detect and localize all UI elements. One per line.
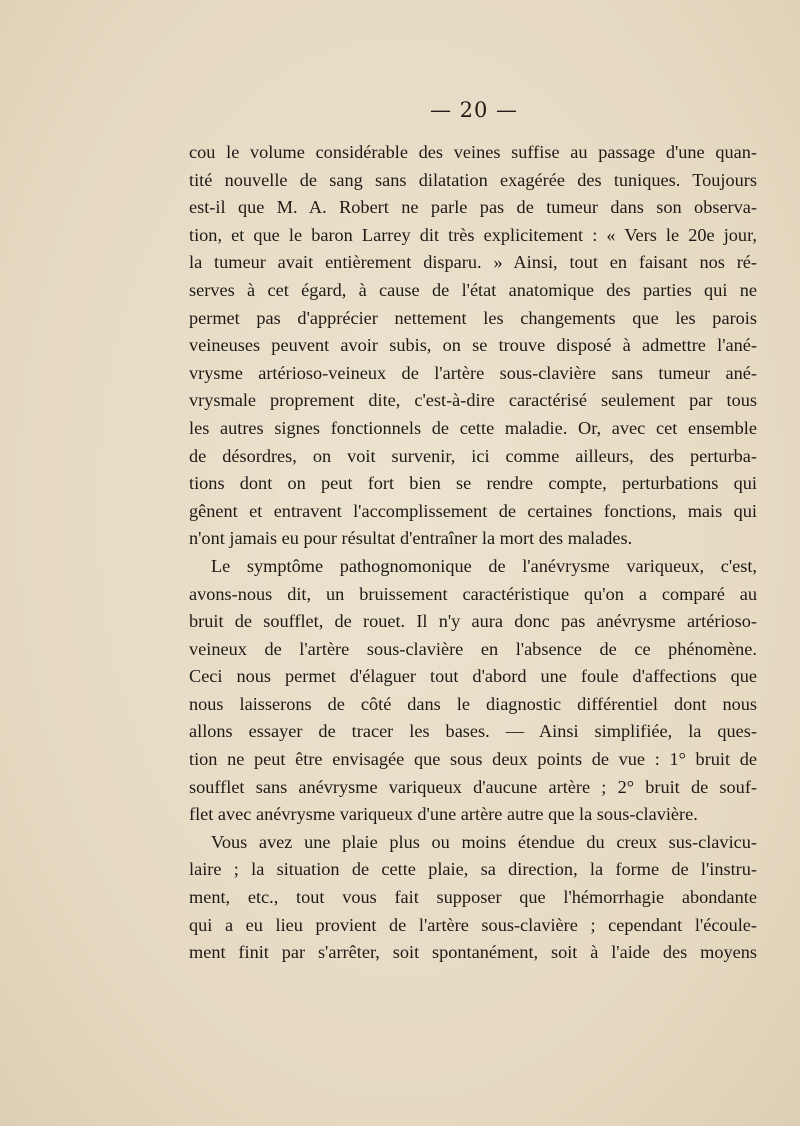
text-line: tion, et que le baron Larrey dit très explicitement : « Vers le 20e jour,: [189, 224, 757, 245]
page-number: — 20 —: [429, 98, 519, 122]
text-line: allons essayer de tracer les bases. — Ainsi simplifiée, la ques-: [189, 721, 757, 742]
text-line: permet pas d'apprécier nettement les changements que les parois: [189, 307, 757, 328]
text-line: qui a eu lieu provient de l'artère sous-clavière ; cependant l'écoule-: [189, 914, 757, 935]
text-line: serves à cet égard, à cause de l'état anatomique des parties qui ne: [189, 279, 757, 300]
text-line: ment finit par s'arrêter, soit spontanément, soit à l'aide des moyens: [189, 942, 757, 963]
text-line: Ceci nous permet d'élaguer tout d'abord une foule d'affections que: [189, 666, 757, 687]
text-line: tité nouvelle de sang sans dilatation exagérée des tuniques. Toujours: [189, 169, 757, 190]
text-line: veineux de l'artère sous-clavière en l'absence de ce phénomène.: [189, 638, 757, 659]
text-line: veineuses peuvent avoir subis, on se trouve disposé à admettre l'ané-: [189, 335, 757, 356]
text-line: les autres signes fonctionnels de cette maladie. Or, avec cet ensemble: [189, 417, 757, 438]
text-line: bruit de soufflet, de rouet. Il n'y aura donc pas anévrysme artérioso-: [189, 611, 757, 632]
body-text: [189, 139, 757, 967]
text-line: gênent et entravent l'accomplissement de certaines fonctions, mais qui: [189, 500, 757, 521]
text-line: cou le volume considérable des veines suffise au passage d'une quan-: [189, 142, 757, 162]
text-line: avons-nous dit, un bruissement caractéristique qu'on a comparé au: [189, 583, 757, 604]
text-line: de désordres, on voit survenir, ici comme ailleurs, des perturba-: [189, 445, 757, 466]
text-line: vrysmale proprement dite, c'est-à-dire caractérisé seulement par tous: [189, 390, 757, 411]
text-line: tion ne peut être envisagée que sous deux points de vue : 1° bruit de: [189, 749, 757, 770]
text-line: flet avec anévrysme variqueux d'une artère autre que la sous-clavière.: [189, 804, 698, 825]
text-line: Vous avez une plaie plus ou moins étendue du creux sus-clavicu-: [211, 831, 757, 852]
text-line: nous laisserons de côté dans le diagnostic différentiel dont nous: [189, 693, 757, 714]
text-line: vrysme artérioso-veineux de l'artère sous-clavière sans tumeur ané-: [189, 362, 757, 383]
text-line: laire ; la situation de cette plaie, sa direction, la forme de l'instru-: [189, 859, 757, 880]
text-line: ment, etc., tout vous fait supposer que l'hémorrhagie abondante: [189, 887, 757, 908]
text-line: tions dont on peut fort bien se rendre compte, perturbations qui: [189, 473, 757, 494]
text-line: Le symptôme pathognomonique de l'anévrysme variqueux, c'est,: [211, 555, 757, 576]
text-line: est-il que M. A. Robert ne parle pas de tumeur dans son observa-: [189, 197, 757, 218]
text-line: n'ont jamais eu pour résultat d'entraîner la mort des malades.: [189, 528, 633, 549]
text-line: la tumeur avait entièrement disparu. » Ainsi, tout en faisant nos ré-: [189, 252, 757, 273]
text-line: soufflet sans anévrysme variqueux d'aucune artère ; 2° bruit de souf-: [189, 776, 757, 797]
